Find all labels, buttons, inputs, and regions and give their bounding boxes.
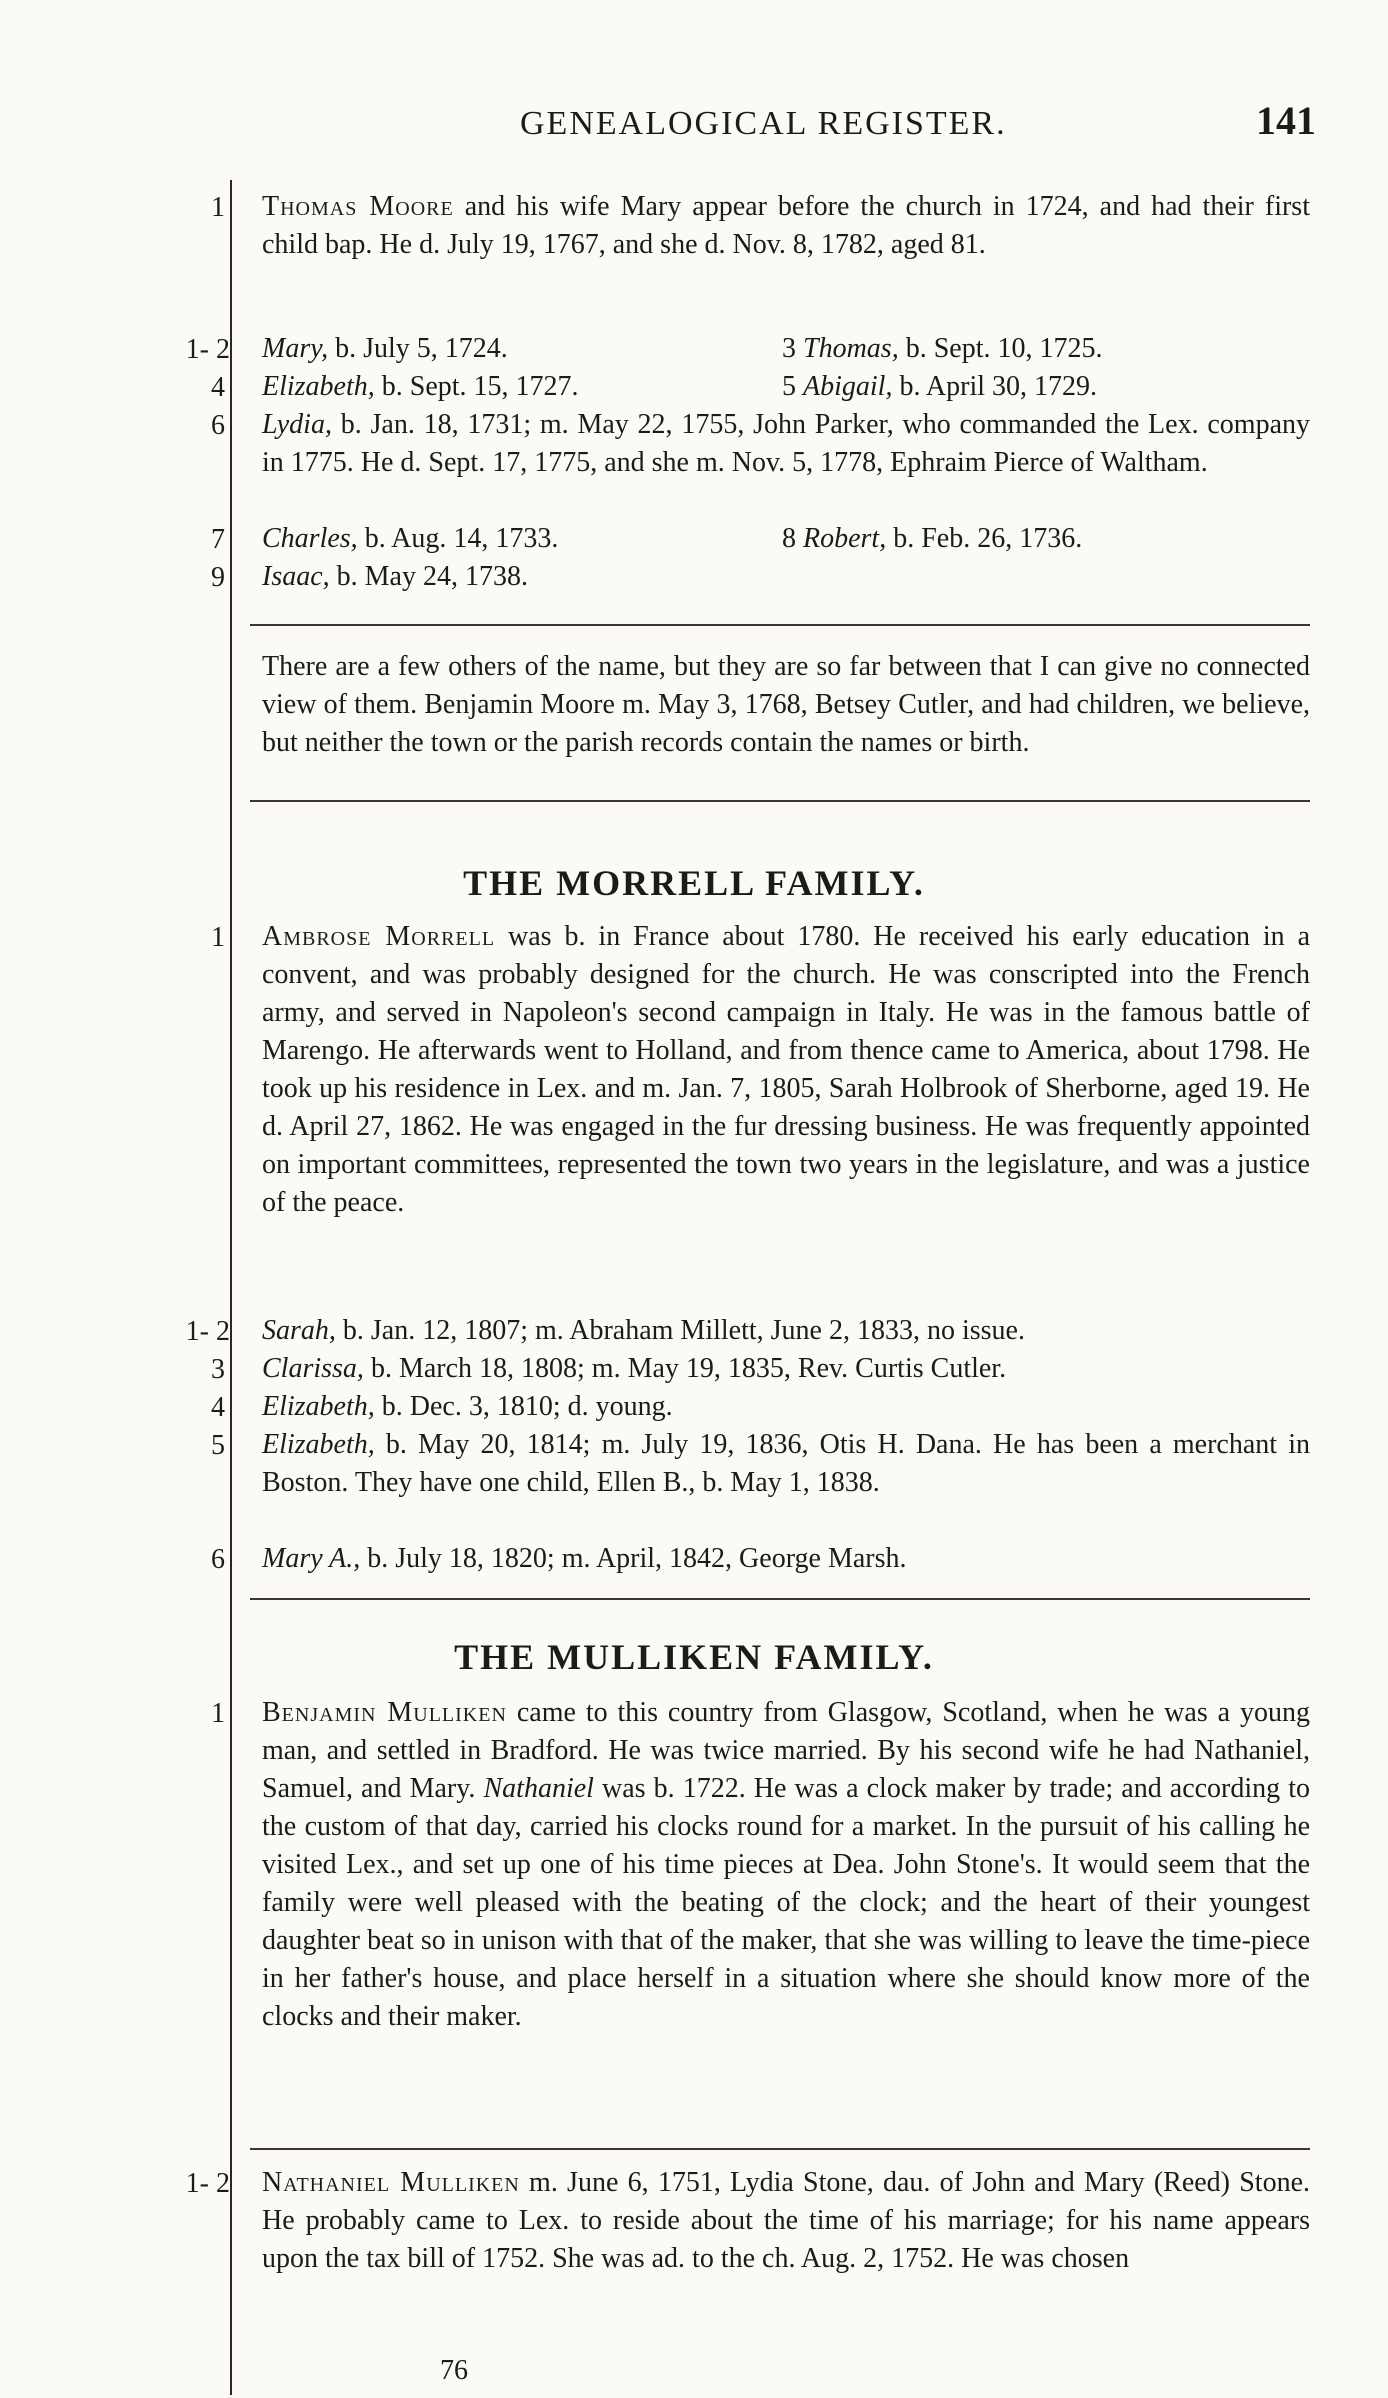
child-name: Mary, <box>262 333 329 364</box>
child-detail: b. Jan. 12, 1807; m. Abraham Millett, June 2, 1833, no issue. <box>335 1315 1025 1346</box>
child-entry <box>262 330 1310 368</box>
child-name: Abigail, <box>803 371 893 402</box>
child-entry <box>262 558 1310 596</box>
child-name: Sarah, <box>262 1315 336 1346</box>
ref-number: 9 <box>211 562 225 593</box>
ref-number: 1- 2 <box>185 334 230 365</box>
child-entry <box>262 1426 1310 1502</box>
child-entry <box>262 1388 1310 1426</box>
child-name: Elizabeth, <box>262 371 375 402</box>
child-number: 8 <box>782 523 803 554</box>
paragraph-text: m. June 6, 1751, Lydia Stone, dau. of John and Mary (Reed) Stone. He probably came to Lex. to reside about the time of his marriage; for his name appears upon the tax bill of 1752. She was ad. to the ch. Aug. 2, 1752. He was chosen <box>262 2167 1310 2274</box>
section-divider <box>250 624 1310 626</box>
child-detail: b. March 18, 1808; m. May 19, 1835, Rev. Curtis Cutler. <box>363 1353 1007 1384</box>
ref-number: 1 <box>211 1698 225 1729</box>
child-name: Isaac, <box>262 561 330 592</box>
child-entry <box>262 1312 1310 1350</box>
child-detail: b. May 20, 1814; m. July 19, 1836, Otis H. Dana. He has been a merchant in Boston. They have one child, Ellen B., b. May 1, 1838. <box>262 1429 1310 1498</box>
mulliken-intro-paragraph <box>262 1694 1310 2036</box>
child-detail: b. Aug. 14, 1733. <box>357 523 559 554</box>
paragraph-text: was b. in France about 1780. He received his early education in a convent, and was probably designed for the church. He was conscripted into the French army, and served in Napoleon's second campaign in Italy. He was in the famous battle of Marengo. He afterwards went to Holland, and from thence came to America, about 1798. He took up his residence in Lex. and m. Jan. 7, 1805, Sarah Holbrook of Sherborne, aged 19. He d. April 27, 1862. He was engaged in the fur dressing business. He was frequently appointed on important committees, represented the town two years in the legislature, and was a justice of the peace. <box>262 921 1311 1218</box>
ref-number: 1 <box>211 192 225 223</box>
section-divider <box>250 2148 1310 2150</box>
person-name: Nathaniel <box>483 1773 594 1804</box>
ref-number: 3 <box>211 1354 225 1385</box>
child-entry <box>262 1540 1310 1578</box>
child-name: Clarissa, <box>262 1353 364 1384</box>
section-divider <box>250 1598 1310 1600</box>
child-number: 3 <box>782 333 803 364</box>
child-name: Thomas, <box>803 333 899 364</box>
ref-number: 6 <box>211 410 225 441</box>
child-name: Charles, <box>262 523 358 554</box>
ref-number: 1 <box>211 922 225 953</box>
person-name: Benjamin Mulliken <box>262 1697 507 1728</box>
mulliken-second-paragraph <box>262 2164 1310 2278</box>
child-detail: b. Feb. 26, 1736. <box>886 523 1083 554</box>
child-name: Elizabeth, <box>262 1391 375 1422</box>
child-entry <box>262 368 1310 406</box>
ref-number: 6 <box>211 1544 225 1575</box>
paragraph-text: came to this country from Glasgow, Scotland, when he was a young man, and settled in Bradford. He was twice married. By his second wife he had Nathaniel, Samuel, and Mary. <box>262 1697 1310 1804</box>
margin-rule <box>230 180 232 2395</box>
running-title: GENEALOGICAL REGISTER. <box>520 105 1007 142</box>
person-name: Nathaniel Mulliken <box>262 2167 520 2198</box>
running-header <box>0 98 1388 155</box>
section-divider <box>250 800 1310 802</box>
ref-number: 5 <box>211 1430 225 1461</box>
ref-number: 1- 2 <box>185 1316 230 1347</box>
paragraph-text: was b. 1722. He was a clock maker by trade; and according to the custom of that day, carried his clocks round for a market. In the pursuit of his calling he visited Lex., and set up one of his time pieces at Dea. John Stone's. It would seem that the family were well pleased with the beating of the clock; and the heart of their youngest daughter beat so in unison with that of the maker, that she was willing to leave the time-piece in her father's house, and place herself in a situation where she should know more of the clocks and their maker. <box>262 1773 1311 2032</box>
person-name: Ambrose Morrell <box>262 921 496 952</box>
child-detail: b. May 24, 1738. <box>329 561 528 592</box>
child-detail: b. April 30, 1729. <box>892 371 1098 402</box>
child-name: Elizabeth, <box>262 1429 375 1460</box>
child-detail: b. July 18, 1820; m. April, 1842, George Marsh. <box>360 1543 907 1574</box>
child-name: Lydia, <box>262 409 332 440</box>
section-title: THE MORRELL FAMILY. <box>463 863 925 903</box>
page-number: 141 <box>1256 98 1316 143</box>
section-title: THE MULLIKEN FAMILY. <box>454 1637 934 1677</box>
child-entry <box>262 520 1310 558</box>
child-name: Mary A., <box>262 1543 361 1574</box>
child-detail: b. Sept. 15, 1727. <box>374 371 579 402</box>
child-detail: b. Jan. 18, 1731; m. May 22, 1755, John Parker, who commanded the Lex. company in 1775. He d. Sept. 17, 1775, and she m. Nov. 5, 1778, Ephraim Pierce of Waltham. <box>262 409 1310 478</box>
signature-mark: 76 <box>440 2355 468 2386</box>
child-entry <box>262 406 1310 482</box>
child-detail: b. Dec. 3, 1810; d. young. <box>374 1391 673 1422</box>
person-name: Thomas Moore <box>262 191 454 222</box>
child-entry <box>262 1350 1310 1388</box>
moore-note-paragraph: There are a few others of the name, but they are so far between that I can give no connected view of them. Benjamin Moore m. May 3, 1768, Betsey Cutler, and had children, we believe, but neither the town or the parish records contain the names or birth. <box>262 651 1310 758</box>
moore-intro-paragraph <box>262 188 1310 264</box>
ref-number: 7 <box>211 524 225 555</box>
child-name: Robert, <box>803 523 887 554</box>
child-detail: b. July 5, 1724. <box>328 333 508 364</box>
paragraph-text: and his wife Mary appear before the church in 1724, and had their first child bap. He d. July 19, 1767, and she d. Nov. 8, 1782, aged 81. <box>262 191 1310 260</box>
ref-number: 4 <box>211 372 225 403</box>
ref-number: 1- 2 <box>185 2168 230 2199</box>
child-detail: b. Sept. 10, 1725. <box>898 333 1103 364</box>
child-number: 5 <box>782 371 803 402</box>
morrell-intro-paragraph <box>262 918 1310 1222</box>
ref-number: 4 <box>211 1392 225 1423</box>
